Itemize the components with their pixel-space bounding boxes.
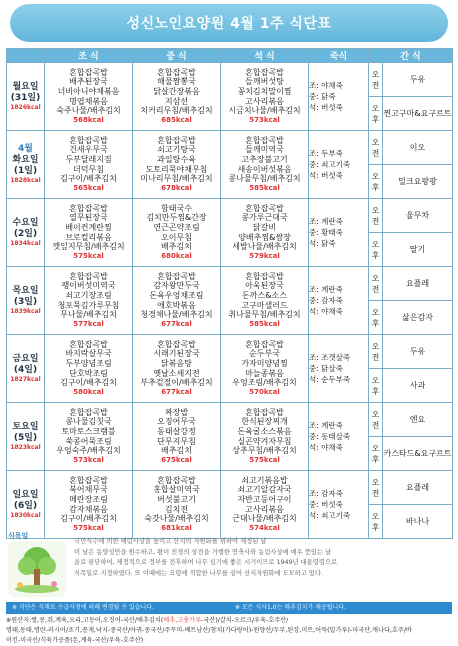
day-cell — [7, 471, 45, 539]
porridge-item: 석: 버섯죽 — [309, 103, 343, 112]
origin-line: 이킨-미국산/식육가공품(돈,계육-국산/우육-호주산) — [6, 637, 144, 644]
menu-item: 콩가루근대국 — [241, 213, 288, 223]
porridge-cell — [309, 403, 369, 471]
menu-item: 시금치나물/배추김치 — [228, 106, 301, 116]
porridge-item: 조: 계란죽 — [309, 217, 343, 226]
day-name: 월요일 — [12, 81, 39, 92]
am-snack: 율무차 — [383, 199, 453, 233]
day-kcal: 1828kcal — [10, 177, 41, 184]
menu-item: 토마토스크램블 — [61, 426, 116, 436]
menu-item: 브로컬리볶음 — [65, 232, 112, 242]
menu-item: 혼합잡곡밥 — [69, 475, 108, 485]
meal-kcal: 568kcal — [73, 115, 104, 124]
menu-item: 숙주나물/배추김치 — [56, 106, 121, 116]
lunch-cell — [133, 267, 221, 335]
day-name: 금요일 — [12, 353, 39, 364]
menu-item: 배추김치 — [161, 242, 192, 252]
day-row — [7, 131, 453, 165]
day-row — [7, 63, 453, 97]
am-snack: 요플레 — [383, 267, 453, 301]
menu-item: 두부양념조림 — [65, 358, 112, 368]
menu-item: 부추겉절이/배추김치 — [140, 378, 213, 388]
am-snack: 엔요 — [383, 403, 453, 437]
menu-item: 닭볶음탕 — [161, 358, 192, 368]
meal-kcal: 574kcal — [249, 523, 280, 532]
day-date: (6일) — [13, 500, 38, 511]
menu-item: 들깨미역국 — [245, 145, 284, 155]
meal-kcal: 677kcal — [161, 319, 192, 328]
pm-snack: 딸기 — [383, 233, 453, 267]
origin-line: 명태,동태,명란-러시아/조기,꽁게,낙지-중국산/아귀-중국산/주꾸미-베트남산/참치(가다랑어)-원양산/두부,된장,미트,어묵(밀가루)-미국산,캐나다,호주/바 — [6, 627, 412, 634]
meal-kcal: 681kcal — [161, 523, 192, 532]
porridge-cell — [309, 471, 369, 539]
section-line: 국민식수에 의한 애림사상을 높이고 산지의 자원화를 위하여 제정된 날 — [74, 538, 267, 545]
dinner-cell — [221, 335, 309, 403]
porridge-cell — [309, 267, 369, 335]
porridge-item: 석: 야채죽 — [309, 443, 343, 452]
menu-item: 김치만두찜&간장 — [146, 213, 207, 223]
porridge-item: 중: 닭죽 — [309, 92, 336, 101]
menu-item: 고구마샐러드 — [241, 300, 288, 310]
menu-item: 혼합잡곡밥 — [157, 271, 196, 281]
menu-item: 근대나물/배추김치 — [232, 514, 297, 524]
menu-item: 자반고등어구이 — [237, 494, 292, 504]
menu-item: 두부달래지짐 — [65, 154, 112, 164]
menu-item: 팽이버섯미역국 — [61, 281, 116, 291]
menu-item: 짜장밥 — [164, 407, 189, 417]
day-date: (5일) — [13, 432, 38, 443]
lunch-cell — [133, 471, 221, 539]
menu-item: 들깨버섯탕 — [245, 77, 284, 87]
menu-item: 시래기된장국 — [153, 349, 200, 359]
pm-label: 오후 — [369, 233, 383, 267]
dinner-header: 석 식 — [221, 49, 309, 63]
section-line: 이 날은 동양성안을 원수하고, 왕이 친경의 상전을 거행한 연축사와 농림사상에 매우 뜻있는 날 — [74, 548, 332, 556]
menu-item: 열무된장국 — [69, 213, 108, 223]
section-label: 식목일 — [8, 532, 29, 540]
porridge-item: 중: 감자죽 — [309, 296, 343, 305]
day-row — [7, 471, 453, 505]
day-row — [7, 199, 453, 233]
menu-item: 버섯불고기 — [157, 494, 196, 504]
lunch-cell — [133, 131, 221, 199]
menu-item: 무나물/배추김치 — [60, 310, 117, 320]
meal-kcal: 579kcal — [249, 251, 280, 260]
menu-item: 김치전 — [164, 504, 189, 514]
menu-item: 꽁치김치말이찜 — [237, 86, 292, 96]
day-name: 화요일 — [12, 155, 39, 165]
arbor-day-section — [6, 531, 452, 599]
day-cell — [7, 403, 45, 471]
meal-kcal: 585kcal — [249, 183, 280, 192]
menu-item: 돈육굴소스볶음 — [237, 426, 292, 436]
menu-item: 혼합잡곡밥 — [69, 135, 108, 145]
month-badge: 4월 — [18, 144, 33, 154]
menu-item: 감자왕만두국 — [153, 281, 200, 291]
menu-item: 쇠고기알감자국 — [237, 485, 292, 495]
day-cell — [7, 63, 45, 131]
menu-item: 치커리무침/배추김치 — [140, 106, 213, 116]
menu-item: 고추장불고기 — [241, 154, 288, 164]
menu-item: 우엉조림/배추김치 — [232, 378, 297, 388]
pm-label: 오후 — [369, 437, 383, 471]
day-name: 일요일 — [12, 489, 39, 500]
menu-item: 돈까스&소스 — [242, 290, 287, 300]
notice-bar — [6, 602, 452, 614]
day-cell — [7, 131, 45, 199]
porridge-item: 조: 계란죽 — [309, 421, 343, 430]
meal-kcal: 685kcal — [161, 115, 192, 124]
menu-item: 명엽채볶음 — [69, 96, 108, 106]
menu-item: 실곤약겨자무침 — [237, 436, 292, 446]
pm-snack: 찐고구마&요구르트 — [383, 97, 453, 131]
menu-item: 해물짬뽕국 — [157, 77, 196, 87]
menu-item: 가자미양념찜 — [241, 358, 288, 368]
am-label: 오전 — [369, 63, 383, 97]
menu-item: 닭살간장볶음 — [153, 86, 200, 96]
porridge-item: 중: 황태죽 — [309, 228, 343, 237]
menu-item: 너비아니야채볶음 — [57, 86, 120, 96]
menu-item: 지삼선 — [164, 96, 189, 106]
menu-item: 상추무침/배추김치 — [232, 446, 297, 456]
porridge-item: 석: 버섯죽 — [309, 171, 343, 180]
menu-item: 깻잎지무침/배추김치 — [52, 242, 125, 252]
day-date: (31일) — [10, 92, 41, 103]
breakfast-cell — [45, 335, 133, 403]
breakfast-cell — [45, 63, 133, 131]
menu-item: 북어채무국 — [69, 485, 108, 495]
menu-item: 메란장조림 — [69, 494, 108, 504]
menu-item: 혼합잡곡밥 — [69, 407, 108, 417]
menu-item: 혼합잡곡밥 — [69, 203, 108, 213]
menu-item: 돈육우엉채조림 — [149, 290, 204, 300]
day-kcal: 1827kcal — [10, 375, 41, 383]
porridge-item: 조: 조갯살죽 — [309, 353, 351, 362]
pm-snack: 삶은감자 — [383, 301, 453, 335]
menu-item: 혼합잡곡밥 — [245, 203, 284, 213]
tree-illustration — [8, 541, 66, 597]
menu-item: 혼합잡곡밥 — [245, 135, 284, 145]
menu-item: 쇠고기볶음밥 — [241, 475, 288, 485]
menu-item: 함태국수 — [161, 203, 192, 213]
day-date: (2일) — [13, 228, 38, 239]
day-name: 토요일 — [12, 421, 39, 432]
menu-item: 숙갓나물/배추김치 — [144, 514, 209, 524]
pm-label: 오후 — [369, 97, 383, 131]
meal-kcal: 575kcal — [73, 523, 104, 532]
pm-snack: 사과 — [383, 369, 453, 403]
day-row — [7, 403, 453, 437]
snack-header: 간 식 — [369, 49, 453, 63]
menu-item: 쇠고기탕국 — [157, 145, 196, 155]
porridge-header: 죽식 — [309, 49, 369, 63]
lunch-header: 중 식 — [133, 49, 221, 63]
menu-item: 혼합잡곡밥 — [157, 475, 196, 485]
menu-item: 홍합살미역국 — [153, 485, 200, 495]
tree-icon — [8, 541, 66, 597]
am-label: 오전 — [369, 471, 383, 505]
menu-item: 옛날소세지전 — [153, 368, 200, 378]
origin-line: ※원산지:쌀,콩,쥐,계육,오리,고등어,오징어-국산/배추김치(배추,고춧가루-국산)/갈치-오르크/우육-호주산/ — [6, 617, 289, 624]
lunch-cell — [133, 199, 221, 267]
menu-item: 혼합잡곡밥 — [245, 67, 284, 77]
day-row — [7, 335, 453, 369]
menu-item: 새송이버섯볶음 — [237, 164, 292, 174]
menu-item: 혼합잡곡밥 — [157, 339, 196, 349]
breakfast-header: 조 식 — [45, 49, 133, 63]
dinner-cell — [221, 131, 309, 199]
breakfast-cell — [45, 403, 133, 471]
notice-text: ※ 식단은 식재료 수급사정에 의해 변경될 수 있습니다. — [12, 604, 155, 611]
porridge-cell — [309, 335, 369, 403]
porridge-item: 조: 감자죽 — [309, 489, 343, 498]
porridge-cell — [309, 199, 369, 267]
day-kcal: 1839kcal — [10, 307, 41, 315]
menu-item: 단무지무침 — [157, 436, 196, 446]
menu-item: 고사리볶음 — [245, 96, 284, 106]
meal-kcal: 570kcal — [249, 387, 280, 396]
day-cell — [7, 267, 45, 335]
menu-item: 혼합잡곡밥 — [69, 67, 108, 77]
porridge-item: 석: 순두부죽 — [309, 375, 351, 384]
pm-snack: 바나나 — [383, 505, 453, 539]
meal-kcal: 585kcal — [249, 319, 280, 328]
porridge-item: 중: 닭살죽 — [309, 364, 343, 373]
porridge-item: 중: 동태살죽 — [309, 432, 351, 441]
meal-kcal: 678kcal — [161, 183, 192, 192]
menu-item: 우엉숙주/배추김치 — [56, 446, 121, 456]
menu-item: 혼합잡곡밥 — [245, 407, 284, 417]
menu-item: 혼합잡곡밥 — [69, 271, 108, 281]
porridge-item: 조: 두부죽 — [309, 149, 343, 158]
weekly-menu-table — [6, 48, 453, 539]
menu-item: 김구이/배추김치 — [60, 174, 117, 184]
porridge-item: 중: 쇠고기죽 — [309, 160, 351, 169]
menu-item: 쑥콩어묵조림 — [65, 436, 112, 446]
menu-item: 세발나물/배추김치 — [232, 242, 297, 252]
meal-kcal: 573kcal — [249, 115, 280, 124]
menu-item: 바지락살무국 — [65, 349, 112, 359]
pm-label: 오후 — [369, 505, 383, 539]
header-row — [7, 49, 453, 63]
menu-item: 콩나물무침/배추김치 — [228, 174, 301, 184]
porridge-item: 석: 닭죽 — [309, 239, 336, 248]
breakfast-cell — [45, 267, 133, 335]
menu-item: 더덕무침 — [73, 164, 104, 174]
menu-item: 오이무침 — [161, 232, 192, 242]
menu-item: 오징어무국 — [157, 417, 196, 427]
meal-kcal: 575kcal — [73, 251, 104, 260]
menu-item: 김구이/배추김치 — [60, 514, 117, 524]
menu-item: 콩나물김칫국 — [65, 417, 112, 427]
am-snack: 두유 — [383, 63, 453, 97]
porridge-item: 석: 쇠고기죽 — [309, 511, 351, 520]
menu-item: 청포묵김가루무침 — [57, 300, 120, 310]
meal-kcal: 573kcal — [73, 455, 104, 464]
menu-item: 혼합잡곡밥 — [157, 67, 196, 77]
am-label: 오전 — [369, 403, 383, 437]
menu-item: 고사리볶음 — [245, 504, 284, 514]
menu-item: 한식된장찌개 — [241, 417, 288, 427]
meal-kcal: 575kcal — [249, 455, 280, 464]
menu-item: 연근곤약조림 — [153, 222, 200, 232]
dinner-cell — [221, 471, 309, 539]
meal-kcal: 677kcal — [161, 387, 192, 396]
lunch-cell — [133, 63, 221, 131]
notice-text: ※ 모든 식사1,0는 배추김치가 제공됩니다. — [235, 604, 347, 611]
menu-item: 도토리묵야채무침 — [145, 164, 208, 174]
am-snack: 두유 — [383, 335, 453, 369]
day-kcal: 1823kcal — [10, 443, 41, 451]
lunch-cell — [133, 403, 221, 471]
menu-item: 베이컨계란찜 — [65, 222, 112, 232]
am-snack: 요플레 — [383, 471, 453, 505]
pm-snack: 밀크요팡팡 — [383, 165, 453, 199]
day-row — [7, 267, 453, 301]
menu-item: 청경채나물/배추김치 — [140, 310, 213, 320]
day-name: 목요일 — [12, 285, 39, 296]
day-date: (4일) — [13, 364, 38, 375]
am-snack: 이오 — [383, 131, 453, 165]
section-line: 을로 판단하여, 제정적으로 정부를 전후하여 나무 심기에 좋은 시기이므로 1949년 대통령령으로 — [74, 559, 338, 566]
breakfast-cell — [45, 471, 133, 539]
page-title: 성신노인요양원 4월 1주 식단표 — [10, 4, 448, 42]
dinner-cell — [221, 199, 309, 267]
menu-item: 양배추찜&쌈장 — [238, 232, 291, 242]
meal-kcal: 675kcal — [161, 455, 192, 464]
meal-kcal: 577kcal — [73, 319, 104, 328]
menu-item: 동태살강정 — [157, 426, 196, 436]
day-name: 수요일 — [12, 217, 39, 228]
dinner-cell — [221, 403, 309, 471]
menu-item: 미나리무침/배추김치 — [140, 174, 213, 184]
pm-label: 오후 — [369, 301, 383, 335]
menu-item: 배추된장국 — [69, 77, 108, 87]
pm-snack: 카스타드&요구르트 — [383, 437, 453, 471]
meal-kcal: 565kcal — [73, 183, 104, 192]
day-date: (3일) — [13, 296, 38, 307]
menu-item: 닭갈비 — [252, 222, 277, 232]
dinner-cell — [221, 267, 309, 335]
section-text — [74, 537, 450, 579]
breakfast-cell — [45, 199, 133, 267]
menu-item: 애호박볶음 — [157, 300, 196, 310]
day-kcal: 1830kcal — [10, 511, 41, 519]
dinner-cell — [221, 63, 309, 131]
porridge-item: 석: 야채죽 — [309, 307, 343, 316]
porridge-item: 중: 버섯죽 — [309, 500, 343, 509]
origin-info — [6, 616, 448, 646]
menu-item: 혼합잡곡밥 — [157, 135, 196, 145]
am-label: 오전 — [369, 335, 383, 369]
menu-item: 김구이/배추김치 — [60, 378, 117, 388]
pm-label: 오후 — [369, 369, 383, 403]
menu-item: 혼합잡곡밥 — [245, 339, 284, 349]
menu-item: 혼합잡곡밥 — [245, 271, 284, 281]
menu-item: 감자채볶음 — [69, 504, 108, 514]
porridge-item: 조: 계란죽 — [309, 285, 343, 294]
meal-kcal: 680kcal — [161, 251, 192, 260]
pm-label: 오후 — [369, 165, 383, 199]
day-kcal: 1826kcal — [10, 103, 41, 111]
breakfast-cell — [45, 131, 133, 199]
porridge-item: 조: 야채죽 — [309, 81, 343, 90]
day-header — [7, 49, 45, 63]
porridge-cell — [309, 63, 369, 131]
menu-item: 단호박조림 — [69, 368, 108, 378]
day-date: (1일) — [13, 166, 38, 176]
meal-kcal: 580kcal — [73, 387, 104, 396]
menu-item: 아욱된장국 — [245, 281, 284, 291]
am-label: 오전 — [369, 267, 383, 301]
menu-item: 건새우무국 — [69, 145, 108, 155]
menu-item: 취나물무침/배추김치 — [228, 310, 301, 320]
menu-item: 배추김치 — [161, 446, 192, 456]
day-kcal: 1834kcal — [10, 239, 41, 247]
menu-item: 마늘종볶음 — [245, 368, 284, 378]
am-label: 오전 — [369, 199, 383, 233]
am-label: 오전 — [369, 131, 383, 165]
day-cell — [7, 199, 45, 267]
menu-item: 과일탕수육 — [157, 154, 196, 164]
menu-item: 쇠고기장조림 — [65, 290, 112, 300]
menu-item: 혼합잡곡밥 — [69, 339, 108, 349]
day-cell — [7, 335, 45, 403]
lunch-cell — [133, 335, 221, 403]
section-line: 식목일로 지정하였다. 또 이때에는 요령에 적합한 나무를 심어 산지자원화에 도모하고 있다. — [74, 569, 324, 577]
porridge-cell — [309, 131, 369, 199]
menu-item: 순두부국 — [249, 349, 280, 359]
